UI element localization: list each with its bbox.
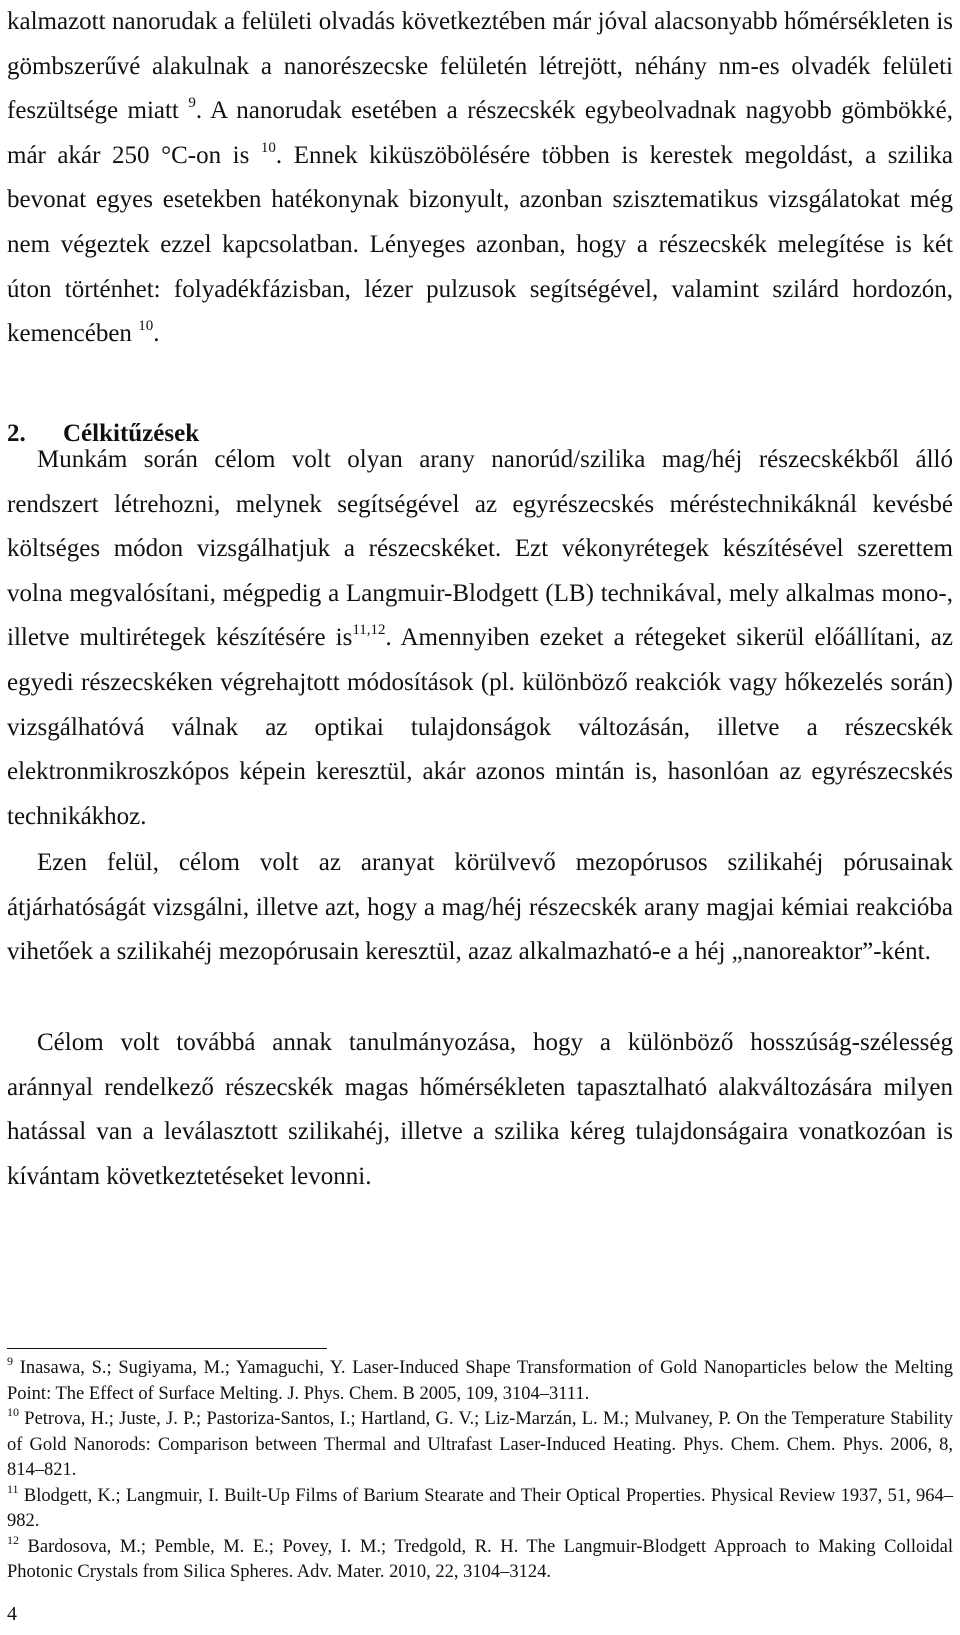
paragraph-text: Célom volt továbbá annak tanulmányozása, hogy a különböző hosszúság-szélesség aránnyal rendelkező részecskék magas hőmérsékleten tapasztalható alakváltozására milyen hatással van a leválasztott szilikahéj, illetve a szilika kéreg tulajdonságaira vonatkozóan is kívántam következtetéseket levonni. (7, 1029, 953, 1190)
paragraph-text: Ezen felül, célom volt az aranyat körülvevő mezopórusos szilikahéj pórusainak átjárhatóságát vizsgálni, illetve azt, hogy a mag/héj részecskék arany magjai kémiai reakcióba vihetőek a szilikahéj mezopórusain keresztül, azaz alkalmazható-e a héj „nanoreaktor”-ként. (7, 849, 953, 966)
footnote-ref-10: 10 (260, 139, 276, 156)
footnote-number: 10 (7, 1405, 19, 1419)
footnote-separator (7, 1348, 327, 1349)
paragraph-porosity (7, 841, 953, 975)
footnote-number: 9 (7, 1354, 13, 1368)
footnote-ref-9: 9 (188, 95, 196, 112)
paragraph-text: kalmazott nanorudak a felületi olvadás következtében már jóval alacsonyabb hőmérsékleten is gömbszerűvé alakulnak a nanorészecske felületén létrejött, néhány nm-es olvadék felületi feszültsége miatt (7, 8, 953, 125)
footnote-text: Blodgett, K.; Langmuir, I. Built-Up Films of Barium Stearate and Their Optical Properties. Physical Review 1937, 51, 964–982. (7, 1485, 953, 1531)
section-title: Célkitűzések (63, 420, 200, 447)
footnote-12 (7, 1532, 954, 1586)
paragraph-text: . A nanorudak esetében a részecskék egybeolvadnak nagyobb gömbökké, már akár 250 °C-on is (7, 97, 953, 169)
footnote-ref-10: 10 (138, 318, 154, 335)
footnote-text: Inasawa, S.; Sugiyama, M.; Yamaguchi, Y. Laser-Induced Shape Transformation of Gold Nanoparticles below the Melting Point: The Effect of Surface Melting. J. Phys. Chem. B 2005, 109, 3104–3111. (7, 1358, 953, 1404)
footnote-text: Bardosova, M.; Pemble, M. E.; Povey, I. M.; Tredgold, R. H. The Langmuir-Blodgett Approach to Making Colloidal Photonic Crystals from Silica Spheres. Adv. Mater. 2010, 22, 3104–3124. (7, 1536, 954, 1582)
footnote-ref-11-12: 11,12 (352, 622, 386, 639)
footnote-number: 11 (7, 1481, 19, 1496)
paragraph-shape-change (7, 1021, 953, 1199)
paragraph-goals (7, 438, 953, 839)
paragraph-text: Munkám során célom volt olyan arany nanorúd/szilika mag/héj részecskékből álló rendszert létrehozni, melynek segítségével az egyrészecskés méréstechnikáknál kevésbé költséges módon vizsgálhatjuk a részecskéket. Ezt vékonyrétegek készítésével szerettem volna megvalósítani, mégpedig a Langmuir-Blodgett (LB) technikával, mely alkalmas mono-, illetve multirétegek készítésére is (7, 446, 953, 652)
footnotes (7, 1356, 953, 1586)
footnote-10 (7, 1407, 953, 1484)
page-number: 4 (7, 1603, 17, 1625)
footnote-11 (7, 1481, 953, 1535)
footnote-text: Petrova, H.; Juste, J. P.; Pastoriza-Santos, I.; Hartland, G. V.; Liz-Marzán, L. M.; Mulvaney, P. On the Temperature Stability of Gold Nanorods: Comparison between Thermal and Ultrafast Laser-Induced Heating. Phys. Chem. Chem. Phys. 2006, 8, 814–821. (7, 1409, 954, 1480)
paragraph-intro-continued (7, 0, 953, 357)
footnote-9 (7, 1356, 953, 1407)
paragraph-text: . Amennyiben ezeket a rétegeket sikerül előállítani, az egyedi részecskéken végrehajtott módosítások (pl. különböző reakciók vagy hőkezelés során) vizsgálhatóvá válnak az optikai tulajdonságok változásán, illetve a részecskék elektronmikroszkópos képein keresztül, akár azonos mintán is, hasonlóan az egyrészecskés technikákhoz. (7, 624, 953, 830)
section-number: 2. (7, 420, 26, 447)
paragraph-text: . Ennek kiküszöbölésére többen is kerestek megoldást, a szilika bevonat egyes esetekben hatékonynak bizonyult, azonban szisztematikus vizsgálatokat még nem végeztek ezzel kapcsolatban. Lényeges azonban, hogy a részecskék melegítése is két úton történhet: folyadékfázisban, lézer pulzusok segítségével, valamint szilárd hordozón, kemencében (7, 141, 954, 348)
footnote-number: 12 (7, 1532, 19, 1547)
paragraph-text: . (153, 320, 160, 348)
